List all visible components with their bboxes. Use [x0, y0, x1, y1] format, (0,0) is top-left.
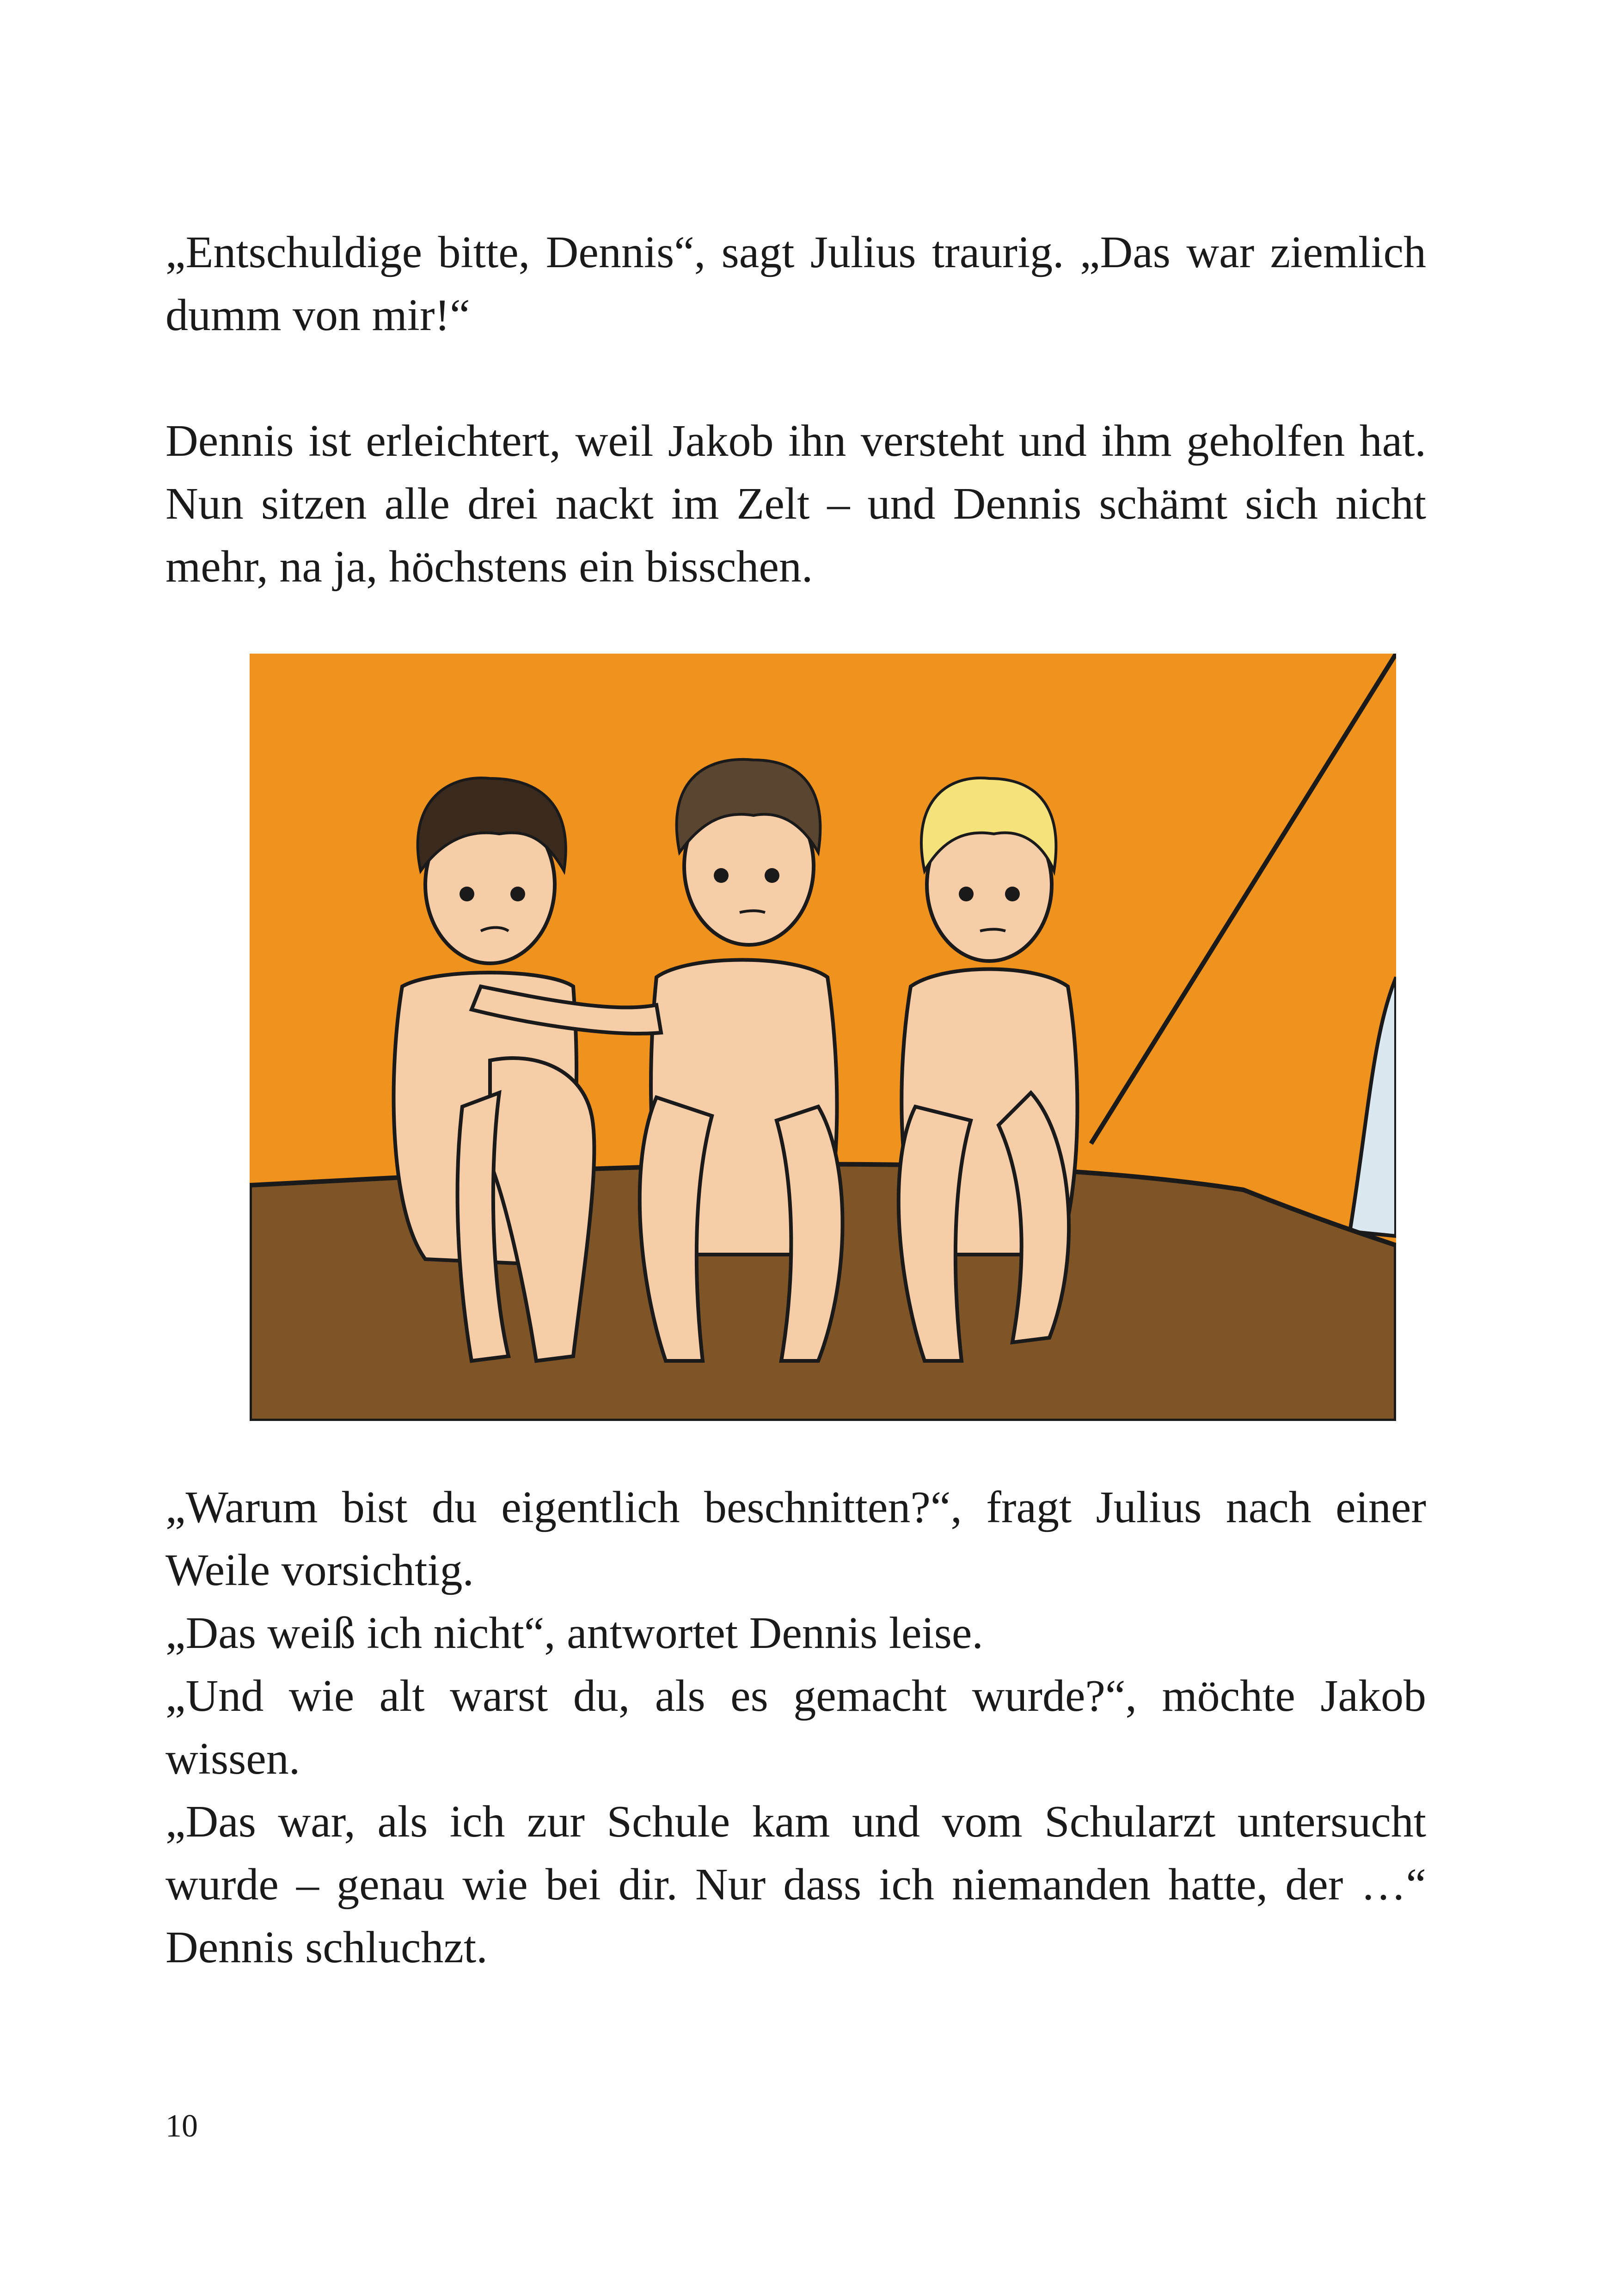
- paragraph: Dennis ist erleichtert, weil Jakob ihn versteht und ihm geholfen hat. Nun sitzen alle drei nackt im Zelt – und Dennis schämt sich nicht mehr, na ja, höchstens ein bisschen.: [165, 416, 1426, 592]
- text-block-top: [165, 221, 1426, 598]
- paragraph: „Das war, als ich zur Schule kam und vom Schularzt untersucht wurde – genau wie bei dir. Nur dass ich niemanden hatte, der …“ Dennis schluchzt.: [165, 1797, 1426, 1972]
- paragraph: „Warum bist du eigentlich beschnitten?“, fragt Julius nach einer Weile vorsichtig.: [165, 1482, 1426, 1595]
- tent-illustration: [250, 654, 1396, 1421]
- paragraph: „Entschuldige bitte, Dennis“, sagt Julius traurig. „Das war ziemlich dumm von mir!“: [165, 227, 1426, 340]
- paragraph: „Das weiß ich nicht“, antwortet Dennis leise.: [165, 1608, 983, 1658]
- illustration-drawing: [250, 654, 1396, 1421]
- paragraph: „Und wie alt warst du, als es gemacht wurde?“, möchte Jakob wissen.: [165, 1671, 1426, 1784]
- page-number: 10: [165, 2108, 198, 2144]
- text-block-bottom: [165, 1476, 1426, 1979]
